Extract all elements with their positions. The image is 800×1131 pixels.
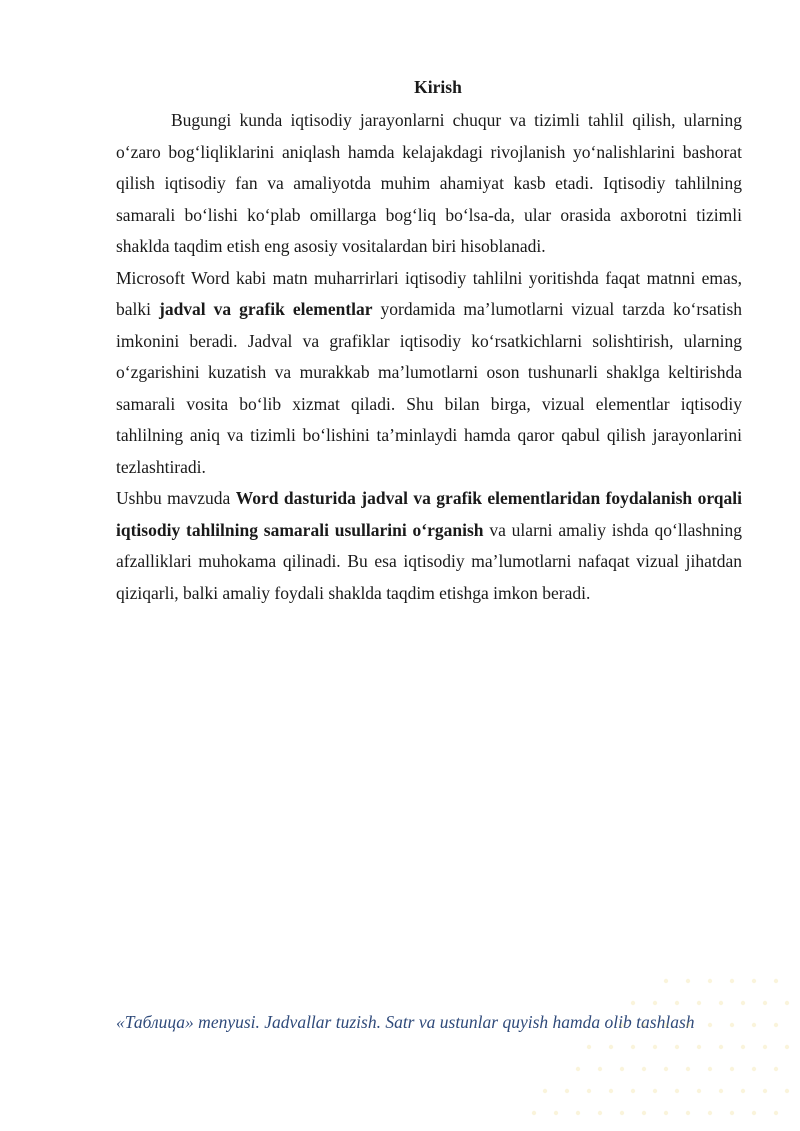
- watermark-dot: [752, 1067, 756, 1071]
- watermark-dot: [587, 1089, 591, 1093]
- text-run: yordamida ma’lumotlarni vizual tarzda ko‘rsatish imkonini beradi. Jadval va grafiklar iqtisodiy ko‘rsatkichlarni solishtirish, ularning o‘zgarishini kuzatish va murakkab ma’lumotlarni oson tushunarli shaklga keltirishda samarali vosita bo‘lib xizmat qiladi. Shu bilan birga, vizual elementlar iqtisodiy tahlilning aniq va tizimli bo‘lishini ta’minlaydi hamda qaror qabul qilish jarayonlarini tezlashtiradi.: [116, 299, 743, 477]
- watermark-dot: [697, 1089, 701, 1093]
- watermark-dot: [664, 1023, 668, 1027]
- watermark-dot: [576, 1067, 580, 1071]
- body-text: [116, 105, 742, 609]
- watermark-dot: [631, 1089, 635, 1093]
- watermark-dot: [686, 1023, 690, 1027]
- watermark-dot: [675, 1045, 679, 1049]
- watermark-dot: [653, 1089, 657, 1093]
- watermark-dot: [763, 1045, 767, 1049]
- watermark-dot: [686, 1067, 690, 1071]
- watermark-dot: [719, 1089, 723, 1093]
- watermark-dot: [708, 1023, 712, 1027]
- watermark-dot: [576, 1111, 580, 1115]
- watermark-dot: [620, 1023, 624, 1027]
- watermark-dot: [642, 1023, 646, 1027]
- watermark-dot: [631, 1045, 635, 1049]
- watermark-dot: [774, 1067, 778, 1071]
- watermark-dot: [631, 1001, 635, 1005]
- watermark-dot: [697, 1001, 701, 1005]
- watermark-dot: [730, 1023, 734, 1027]
- watermark-dot: [763, 1001, 767, 1005]
- watermark-dot: [730, 979, 734, 983]
- bold-text-run: Word dasturida jadval va grafik elementlaridan foydalanish orqali iqtisodiy tahlilning samarali usullarini o‘rganish: [116, 488, 742, 540]
- watermark-dot: [741, 1001, 745, 1005]
- text-run: Bugungi kunda iqtisodiy jarayonlarni chuqur va tizimli tahlil qilish, ularning o‘zaro bog‘liqliklarini aniqlash hamda kelajakdagi rivojlanish yo‘nalishlarini bashorat qilish iqtisodiy fan va amaliyotda muhim ahamiyat kasb etadi. Iqtisodiy tahlilning samarali bo‘lishi ko‘plab omillarga bog‘liq bo‘lsa-da, ular orasida axborotni tizimli shaklda taqdim etish eng asosiy vositalardan biri hisoblanadi.: [116, 110, 742, 256]
- watermark-dot: [587, 1045, 591, 1049]
- page-title: Kirish: [414, 77, 462, 97]
- watermark-dot: [565, 1089, 569, 1093]
- text-run: Microsoft Word kabi matn muharrirlari iqtisodiy tahlilni yoritishda faqat matnni emas, balki: [116, 267, 742, 319]
- watermark-dot: [675, 1089, 679, 1093]
- watermark-dot: [785, 1089, 789, 1093]
- watermark-dot: [620, 1067, 624, 1071]
- watermark-dot: [554, 1111, 558, 1115]
- watermark-dot: [653, 1001, 657, 1005]
- watermark-dot: [664, 979, 668, 983]
- watermark-dot: [653, 1045, 657, 1049]
- watermark-dot: [719, 1001, 723, 1005]
- watermark-dot: [730, 1067, 734, 1071]
- watermark-dot: [752, 1111, 756, 1115]
- watermark-dots-decoration: [470, 961, 800, 1131]
- bold-text-run: jadval va grafik elementlar: [159, 299, 373, 319]
- watermark-dot: [774, 1111, 778, 1115]
- watermark-dot: [774, 979, 778, 983]
- watermark-dot: [664, 1067, 668, 1071]
- watermark-dot: [609, 1089, 613, 1093]
- watermark-dot: [686, 979, 690, 983]
- watermark-dot: [686, 1111, 690, 1115]
- watermark-dot: [708, 979, 712, 983]
- text-run: va ularni amaliy ishda qo‘llashning afzalliklari muhokama qilinadi. Bu esa iqtisodiy ma’lumotlarni nafaqat vizual jihatdan qiziqarli, balki amaliy foydali shaklda taqdim etishga imkon beradi.: [116, 519, 743, 603]
- watermark-dot: [609, 1045, 613, 1049]
- watermark-dot: [598, 1067, 602, 1071]
- watermark-dot: [675, 1001, 679, 1005]
- watermark-dot: [620, 1111, 624, 1115]
- watermark-dot: [752, 979, 756, 983]
- watermark-dot: [697, 1045, 701, 1049]
- watermark-dot: [642, 1067, 646, 1071]
- watermark-dot: [543, 1089, 547, 1093]
- watermark-dot: [664, 1111, 668, 1115]
- watermark-dot: [763, 1089, 767, 1093]
- watermark-dot: [532, 1111, 536, 1115]
- watermark-dot: [785, 1045, 789, 1049]
- watermark-dot: [741, 1045, 745, 1049]
- paragraph: [116, 105, 742, 263]
- watermark-dot: [708, 1067, 712, 1071]
- watermark-dot: [774, 1023, 778, 1027]
- watermark-dot: [785, 1001, 789, 1005]
- watermark-dot: [719, 1045, 723, 1049]
- watermark-dot: [708, 1111, 712, 1115]
- paragraph: [116, 483, 742, 609]
- watermark-dot: [741, 1089, 745, 1093]
- watermark-dot: [730, 1111, 734, 1115]
- watermark-dot: [752, 1023, 756, 1027]
- paragraph: [116, 263, 742, 484]
- watermark-dot: [598, 1111, 602, 1115]
- footer-caption: «Таблица» menyusi. Jadvallar tuzish. Satr va ustunlar quyish hamda olib tashlash: [116, 1012, 695, 1032]
- watermark-dot: [642, 1111, 646, 1115]
- text-run: Ushbu mavzuda: [116, 488, 236, 508]
